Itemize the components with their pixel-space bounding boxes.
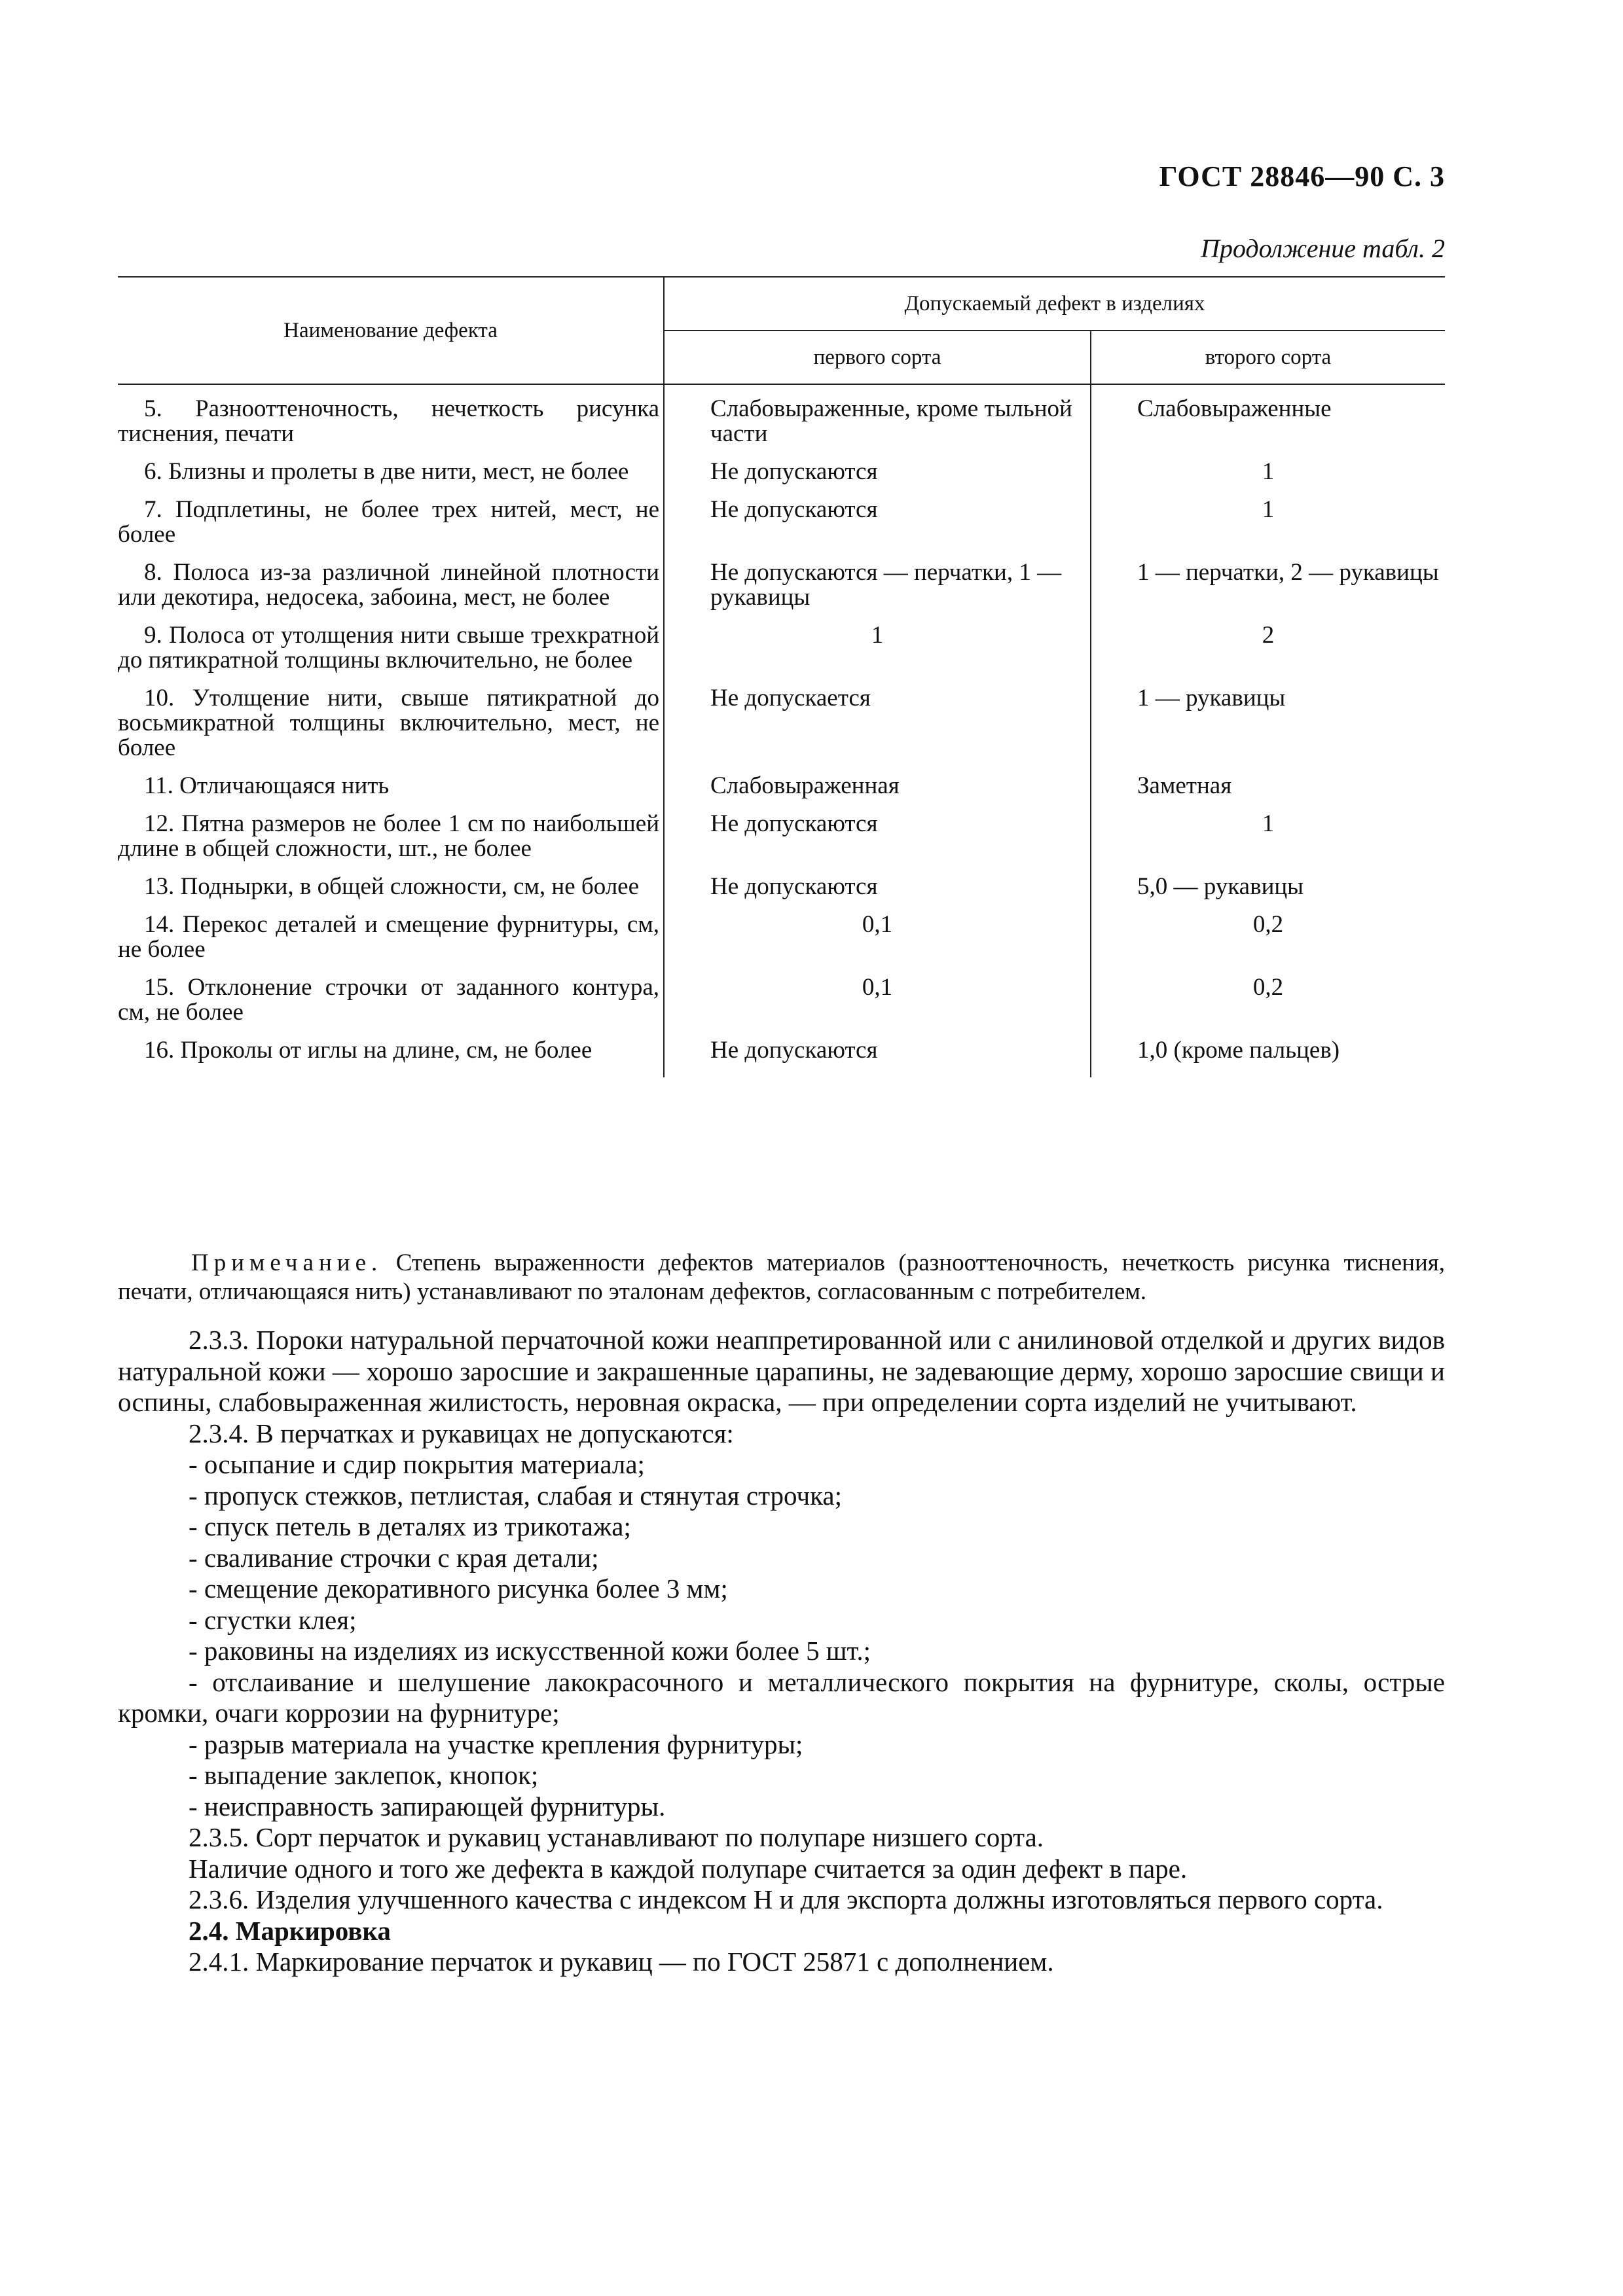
paragraph-2-3-5: 2.3.5. Сорт перчаток и рукавиц устанавливают по полупаре низшего сорта. <box>189 1822 1044 1852</box>
col-header-first-grade: первого сорта <box>664 331 1091 384</box>
col-header-defect-name: Наименование дефекта <box>118 277 664 384</box>
defect-name: 10. Утолщение нити, свыше пятикратной до восьмикратной толщины включительно, мест, не более <box>118 685 659 761</box>
second-grade-value: 1 <box>1091 459 1445 497</box>
list-item: - выпадение заклепок, кнопок; <box>189 1760 539 1790</box>
table-row <box>118 686 1445 774</box>
table-row <box>118 812 1445 874</box>
second-grade-value: Слабовыраженные <box>1091 384 1445 459</box>
first-grade-value: Не допускаются <box>664 497 1091 560</box>
table-row <box>118 560 1445 623</box>
col-header-second-grade: второго сорта <box>1091 331 1445 384</box>
second-grade-value: 1,0 (кроме пальцев) <box>1091 1038 1445 1077</box>
second-grade-value: 1 <box>1091 497 1445 560</box>
list-item: - осыпание и сдир покрытия материала; <box>189 1449 645 1479</box>
paragraph-2-3-5-continued: Наличие одного и того же дефекта в каждой полупаре считается за один дефект в паре. <box>189 1853 1188 1884</box>
second-grade-value: 5,0 — рукавицы <box>1091 874 1445 912</box>
first-grade-value: Не допускаются — перчатки, 1 — рукавицы <box>664 560 1091 623</box>
table-continuation-label: Продолжение табл. 2 <box>1200 234 1445 263</box>
defect-name: 7. Подплетины, не более трех нитей, мест, не более <box>118 496 659 548</box>
second-grade-value: 1 — рукавицы <box>1091 686 1445 774</box>
second-grade-value: 1 <box>1091 812 1445 874</box>
table-row <box>118 459 1445 497</box>
defect-name: 13. Поднырки, в общей сложности, см, не более <box>144 873 640 900</box>
second-grade-value: 1 — перчатки, 2 — рукавицы <box>1091 560 1445 623</box>
defect-name: 16. Проколы от иглы на длине, см, не более <box>144 1037 593 1064</box>
list-item: - сваливание строчки с края детали; <box>189 1542 599 1573</box>
list-item: - сгустки клея; <box>189 1604 357 1635</box>
body-text <box>118 1325 1445 1978</box>
first-grade-value: Не допускаются <box>664 459 1091 497</box>
second-grade-value: 0,2 <box>1091 975 1445 1038</box>
second-grade-value: Заметная <box>1091 774 1445 812</box>
paragraph-2-3-4: 2.3.4. В перчатках и рукавицах не допускаются: <box>189 1418 734 1448</box>
section-heading-2-4: 2.4. Маркировка <box>189 1915 391 1946</box>
first-grade-value: Не допускаются <box>664 874 1091 912</box>
list-item: - смещение декоративного рисунка более 3 мм; <box>189 1573 728 1604</box>
table-row <box>118 874 1445 912</box>
table-row <box>118 774 1445 812</box>
paragraph-2-3-6: 2.3.6. Изделия улучшенного качества с индексом Н и для экспорта должны изготовляться первого сорта. <box>189 1884 1383 1914</box>
list-item: - раковины на изделиях из искусственной кожи более 5 шт.; <box>189 1636 871 1666</box>
table-row <box>118 1038 1445 1077</box>
first-grade-value: Слабовыраженная <box>664 774 1091 812</box>
table-row <box>118 623 1445 686</box>
first-grade-value: 0,1 <box>664 912 1091 975</box>
defect-name: 5. Разнооттеночность, нечеткость рисунка тиснения, печати <box>118 395 659 447</box>
table-note <box>118 1249 1445 1306</box>
table-row <box>118 384 1445 459</box>
first-grade-value: 1 <box>664 623 1091 686</box>
table-row <box>118 912 1445 975</box>
first-grade-value: Слабовыраженные, кроме тыльной части <box>664 384 1091 459</box>
page-header-title: ГОСТ 28846—90 С. 3 <box>1159 160 1445 192</box>
second-grade-value: 2 <box>1091 623 1445 686</box>
defect-name: 14. Перекос деталей и смещение фурнитуры, см, не более <box>118 911 659 963</box>
first-grade-value: 0,1 <box>664 975 1091 1038</box>
second-grade-value: 0,2 <box>1091 912 1445 975</box>
paragraph-2-3-3: 2.3.3. Пороки натуральной перчаточной кожи неаппретированной или с анилиновой отделкой и других видов натуральной кожи — хорошо заросшие и закрашенные царапины, не задевающие дерму, хорошо заросшие свищи и оспины, слабовыраженная жилистость, неровная окраска, — при определении сорта изделий не учитывают. <box>118 1325 1445 1417</box>
list-item: - пропуск стежков, петлистая, слабая и стянутая строчка; <box>189 1480 842 1511</box>
defects-table <box>118 276 1445 1077</box>
table-row <box>118 975 1445 1038</box>
defect-name: 9. Полоса от утолщения нити свыше трехкратной до пятикратной толщины включительно, не более <box>118 622 659 673</box>
defect-name: 11. Отличающаяся нить <box>144 772 390 799</box>
defect-name: 6. Близны и пролеты в две нити, мест, не более <box>144 458 629 485</box>
col-header-allowed-defect: Допускаемый дефект в изделиях <box>664 277 1445 331</box>
first-grade-value: Не допускается <box>664 686 1091 774</box>
list-item: - неисправность запирающей фурнитуры. <box>189 1791 666 1821</box>
list-item: - разрыв материала на участке крепления фурнитуры; <box>189 1729 803 1759</box>
defect-name: 12. Пятна размеров не более 1 см по наибольшей длине в общей сложности, шт., не более <box>118 810 659 862</box>
list-item: - отслаивание и шелушение лакокрасочного и металлического покрытия на фурнитуре, сколы, острые кромки, очаги коррозии на фурнитуре; <box>118 1666 1445 1728</box>
table-row <box>118 497 1445 560</box>
paragraph-2-4-1: 2.4.1. Маркирование перчаток и рукавиц — по ГОСТ 25871 с дополнением. <box>189 1946 1054 1977</box>
note-label: Примечание. <box>191 1249 383 1276</box>
defect-name: 8. Полоса из-за различной линейной плотности или декотира, недосека, забоина, мест, не более <box>118 559 659 611</box>
first-grade-value: Не допускаются <box>664 812 1091 874</box>
defect-name: 15. Отклонение строчки от заданного контура, см, не более <box>118 974 659 1026</box>
note-text: Степень выраженности дефектов материалов (разнооттеночность, нечеткость рисунка тиснения, печати, отличающаяся нить) устанавливают по эталонам дефектов, согласованным с потребителем. <box>118 1249 1446 1305</box>
list-item: - спуск петель в деталях из трикотажа; <box>189 1511 631 1541</box>
first-grade-value: Не допускаются <box>664 1038 1091 1077</box>
